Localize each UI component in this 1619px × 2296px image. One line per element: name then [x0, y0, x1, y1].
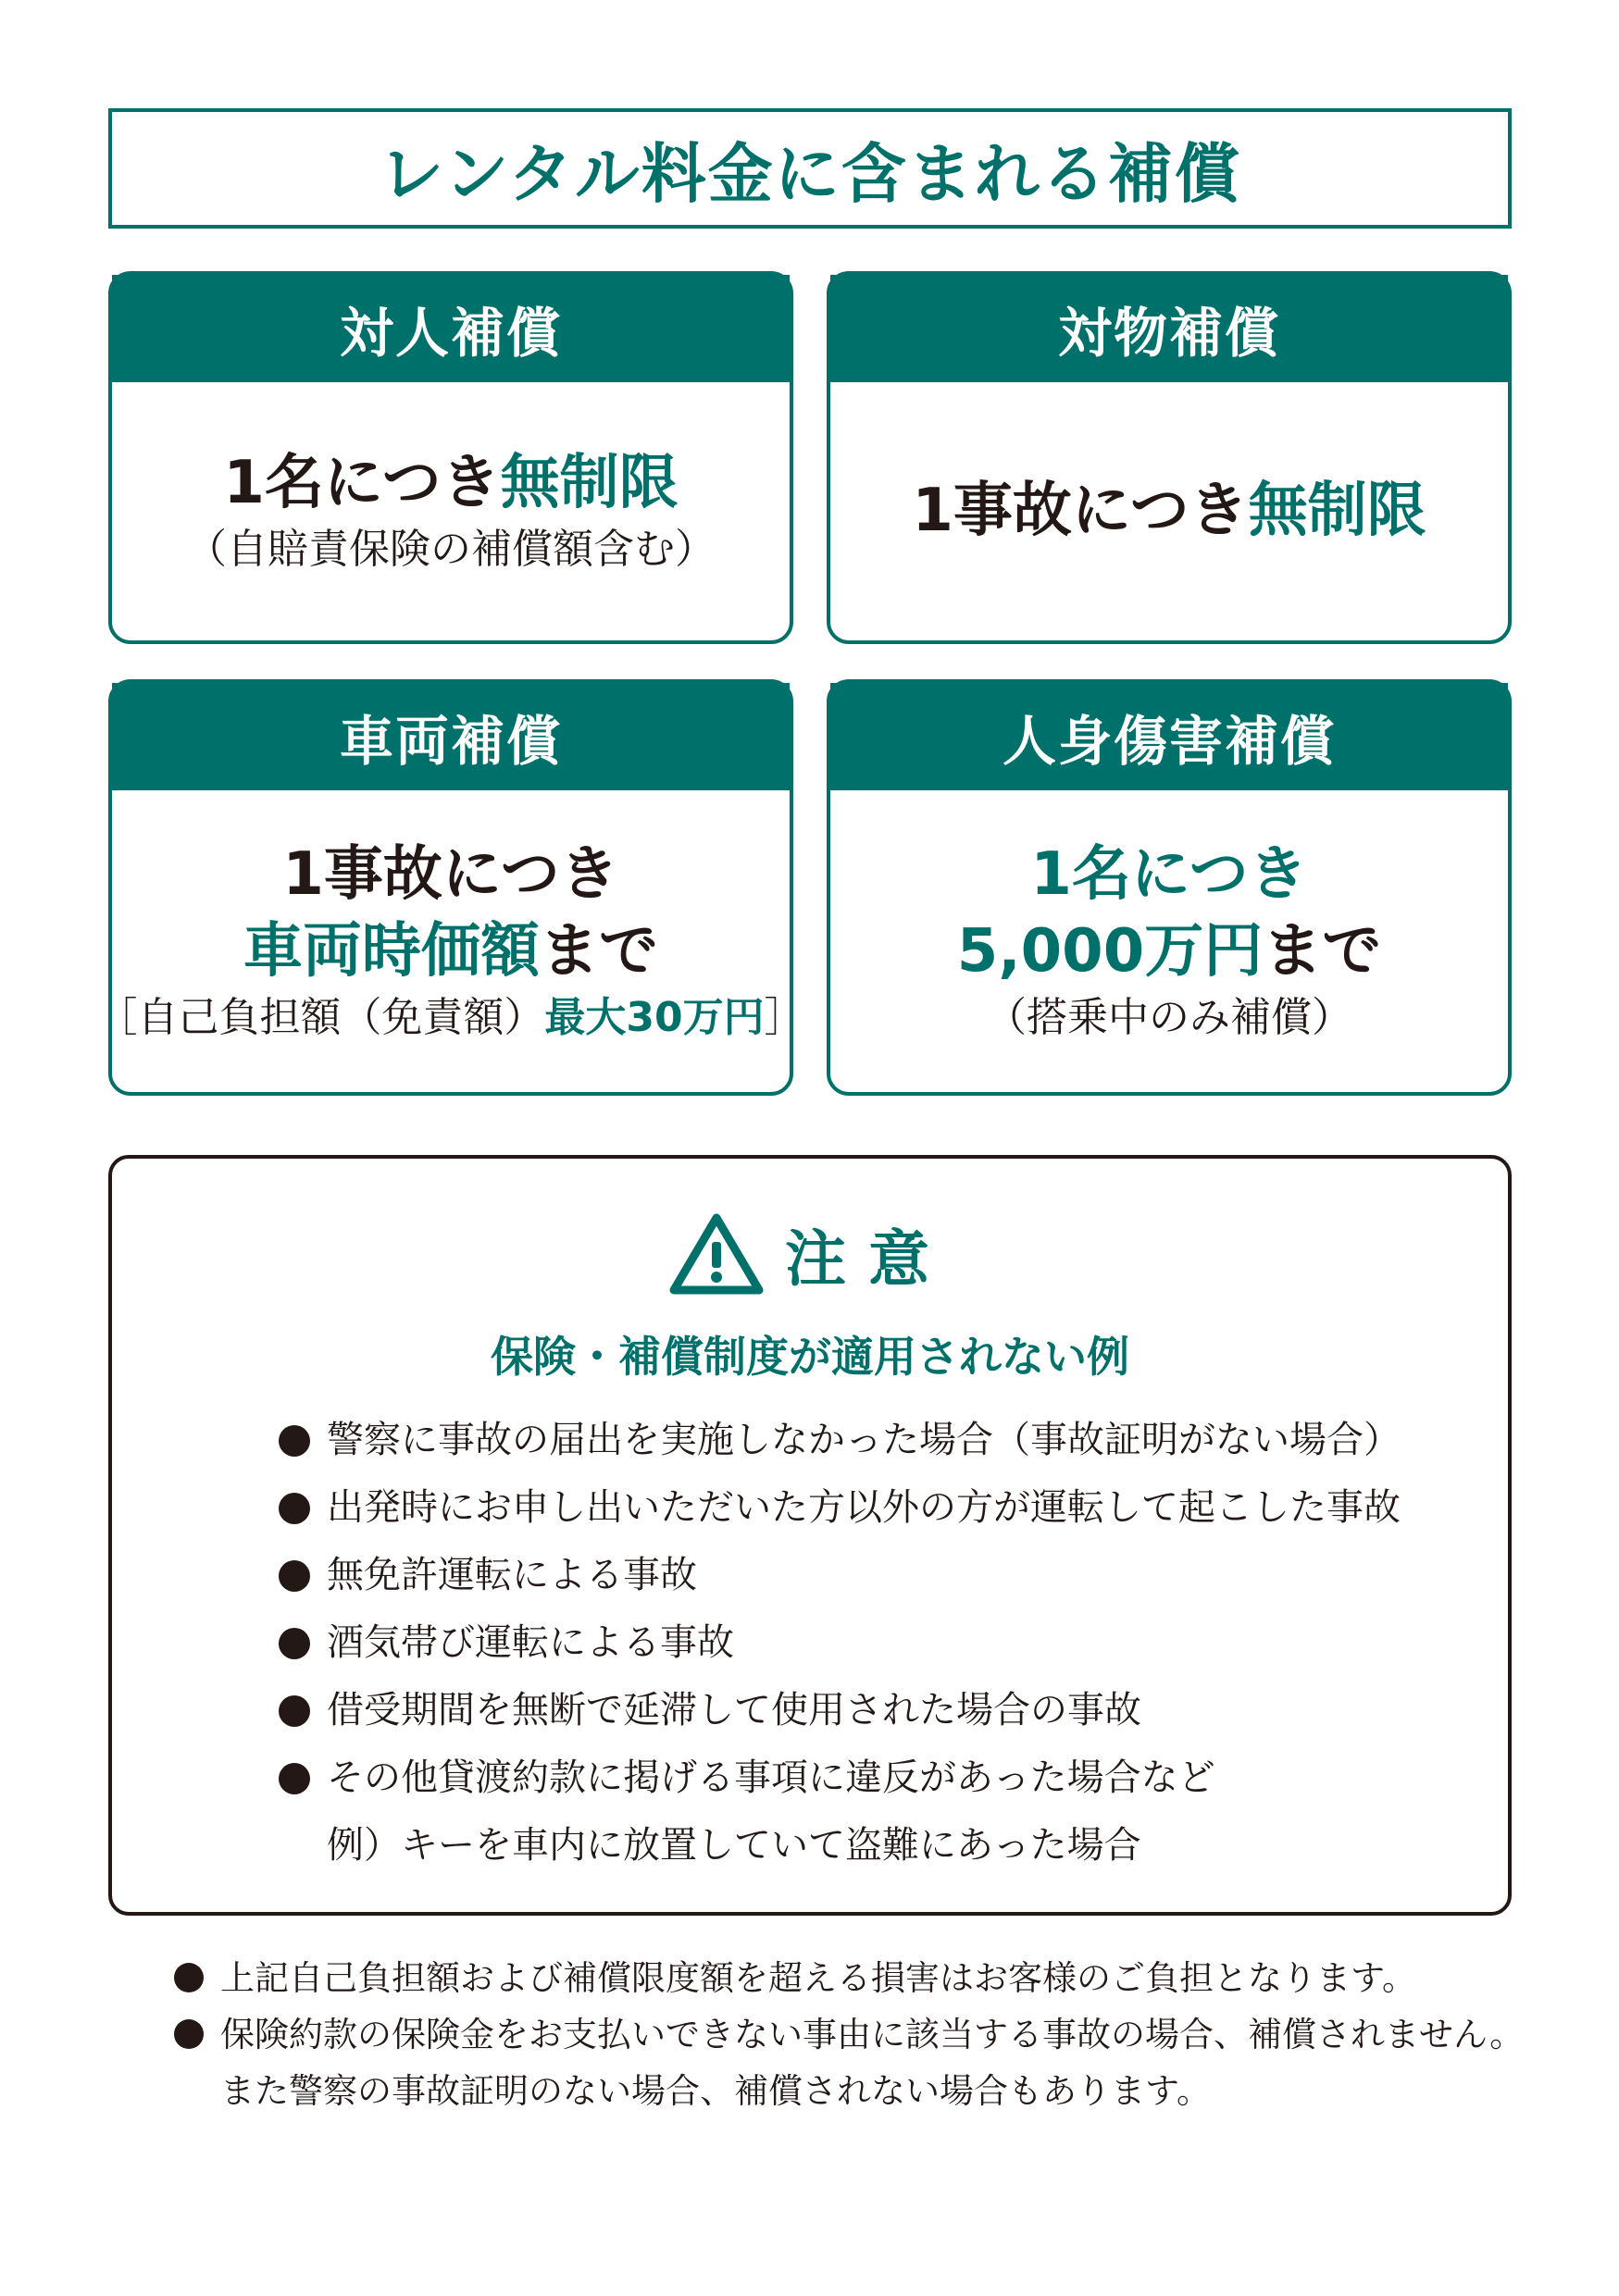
card-personal-injury — [827, 679, 1512, 1096]
note-item: 上記自己負担額および補償限度額を超える損害はお客様のご負担となります。 — [174, 1950, 1524, 2006]
card-property-damage — [827, 271, 1512, 644]
card-bodily-injury — [108, 271, 793, 644]
card-sub-text — [96, 990, 804, 1045]
caution-header — [112, 1210, 1508, 1297]
notes-list — [174, 1950, 1524, 2119]
card-body — [112, 382, 790, 640]
list-item: 無免許運転による事故 — [279, 1542, 1401, 1609]
card-sub-text: （自賠責保険の補償額含む） — [186, 526, 716, 574]
caution-title: 注意 — [785, 1223, 952, 1295]
card-text-plain: 1名につき — [223, 449, 501, 518]
card-text-plain: まで — [1263, 917, 1382, 987]
caution-box — [108, 1155, 1512, 1916]
card-main-text — [912, 473, 1426, 550]
card-sub-plain: ［自己負担額（免責額） — [96, 994, 545, 1042]
card-main-text — [223, 445, 678, 522]
list-item: 出発時にお申し出いただいた方以外の方が運転して起こした事故 — [279, 1474, 1401, 1542]
card-body — [830, 790, 1508, 1092]
card-main-text-2 — [957, 913, 1381, 990]
card-header: 車両補償 — [112, 683, 790, 790]
card-main-text: 1事故につき — [282, 840, 619, 910]
list-item: 酒気帯び運転による事故 — [279, 1609, 1401, 1677]
card-vehicle-damage — [96, 679, 805, 1096]
warning-triangle-icon — [668, 1212, 765, 1296]
card-text-plain: まで — [540, 917, 658, 987]
list-item: 警察に事故の届出を実施しなかった場合（事故証明がない場合） — [279, 1407, 1401, 1474]
card-sub-text: （搭乗中のみ補償） — [986, 994, 1352, 1042]
list-item: 借受期間を無断で延滞して使用された場合の事故 — [279, 1677, 1401, 1744]
list-item-example: 例）キーを車内に放置していて盗難にあった場合 — [327, 1824, 1141, 1867]
card-sub-plain: ］ — [764, 994, 805, 1042]
card-text-highlight: 5,000万円 — [956, 917, 1264, 987]
card-body — [96, 790, 805, 1092]
card-body — [830, 382, 1508, 640]
card-text-highlight: 無制限 — [500, 449, 679, 518]
note-item: 保険約款の保険金をお支払いできない事由に該当する事故の場合、補償されません。 — [174, 2006, 1524, 2063]
card-sub-highlight: 最大30万円 — [544, 994, 765, 1042]
card-main-text-2 — [243, 913, 658, 990]
card-header: 対物補償 — [830, 275, 1508, 382]
page-title: レンタル料金に含まれる補償 — [379, 135, 1241, 212]
card-text-highlight: 車両時価額 — [243, 917, 540, 987]
list-item: その他貸渡約款に掲げる事項に違反があった場合など — [279, 1744, 1401, 1812]
card-header: 人身傷害補償 — [830, 683, 1508, 790]
card-text-plain: 1事故につき — [912, 476, 1249, 545]
caution-subtitle: 保険・補償制度が適用されない例 — [491, 1332, 1129, 1382]
note-item-continued: また警察の事故証明のない場合、補償されない場合もあります。 — [220, 2071, 1212, 2111]
card-main-text: 1名につき — [1030, 840, 1308, 910]
caution-list — [279, 1407, 1401, 1880]
card-header: 対人補償 — [112, 275, 790, 382]
title-box — [108, 108, 1512, 229]
card-text-highlight: 無制限 — [1248, 476, 1426, 545]
